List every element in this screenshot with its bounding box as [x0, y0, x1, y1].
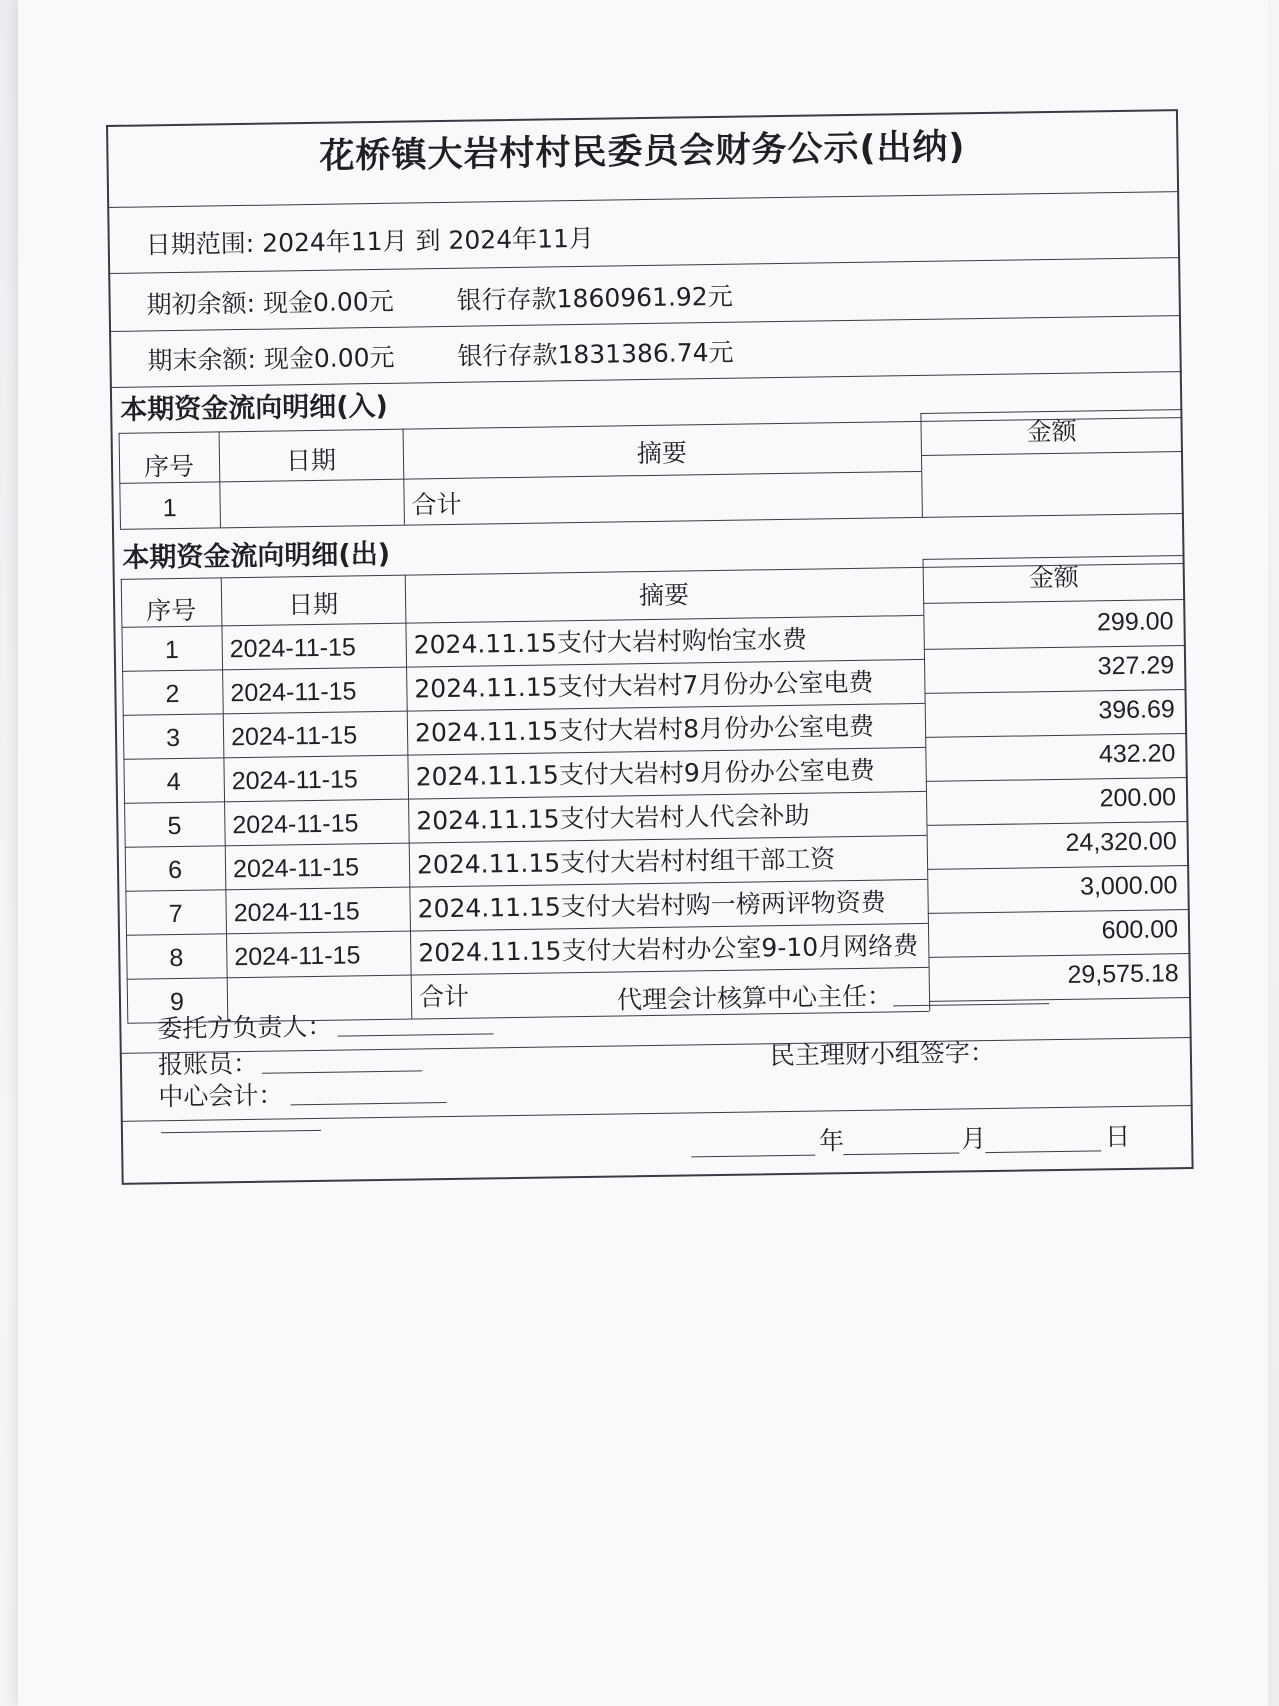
client-head-label: 委托方负责人： — [157, 1011, 333, 1044]
income-header-amount: 金额 — [1026, 416, 1077, 447]
expense-row-date: 2024-11-15 — [232, 809, 359, 840]
closing-cash: 现金0.00元 — [263, 342, 395, 374]
income-header-summary: 摘要 — [636, 438, 688, 469]
year-label: 年 — [818, 1126, 845, 1156]
closing-bank: 银行存款1831386.74元 — [457, 337, 734, 371]
finance-notice-form — [106, 109, 1213, 1275]
expense-row-summary: 2024.11.15支付大岩村7月份办公室电费 — [414, 667, 874, 704]
expense-row-date: 2024-11-15 — [230, 677, 357, 708]
opening-cash: 现金0.00元 — [262, 286, 394, 318]
opening-bank: 银行存款1860961.92元 — [456, 281, 733, 315]
expense-row-seq: 5 — [167, 811, 182, 841]
expense-row-date: 2024-11-15 — [232, 853, 360, 884]
income-section-title: 本期资金流向明细(入) — [120, 390, 389, 426]
expense-row-summary: 2024.11.15支付大岩村购一榜两评物资费 — [417, 887, 886, 924]
expense-row-summary: 2024.11.15支付大岩村9月份办公室电费 — [415, 755, 875, 792]
income-row-summary: 合计 — [411, 489, 462, 520]
expense-row-date: 2024-11-15 — [231, 765, 358, 796]
closing-balance-label: 期末余额: — [147, 344, 257, 376]
expense-row-summary: 2024.11.15支付大岩村村组干部工资 — [416, 844, 836, 880]
expense-row-amount: 396.69 — [1098, 695, 1175, 725]
date-range-to-word: 到 — [415, 226, 441, 256]
income-row-seq: 1 — [162, 493, 177, 523]
expense-row-amount: 29,575.18 — [1067, 959, 1179, 989]
expense-header-date: 日期 — [287, 589, 339, 620]
opening-balance-label: 期初余额: — [146, 288, 256, 320]
expense-row-amount: 432.20 — [1098, 739, 1176, 769]
opening-balance-row — [146, 286, 394, 320]
expense-row-amount: 299.00 — [1096, 607, 1174, 637]
expense-row-amount: 200.00 — [1099, 783, 1177, 813]
date-range-row — [145, 223, 595, 260]
expense-row-seq: 9 — [169, 987, 185, 1017]
expense-row-summary: 2024.11.15支付大岩村购怡宝水费 — [413, 624, 808, 660]
expense-row-seq: 7 — [168, 899, 183, 929]
date-range-to: 2024年11月 — [448, 223, 595, 255]
expense-row-amount: 327.29 — [1097, 651, 1175, 681]
expense-row-amount: 24,320.00 — [1065, 827, 1177, 857]
expense-header-summary: 摘要 — [638, 580, 690, 611]
expense-row-seq: 8 — [169, 943, 184, 973]
center-accountant-label: 中心会计： — [158, 1080, 284, 1112]
date-range-from: 2024年11月 — [261, 226, 408, 258]
expense-row-amount: 600.00 — [1101, 915, 1179, 945]
expense-row-seq: 6 — [167, 855, 183, 885]
expense-row-date: 2024-11-15 — [230, 721, 358, 752]
date-range-label: 日期范围: — [145, 228, 255, 260]
bookkeeper-label: 报账员： — [157, 1048, 259, 1080]
expense-row-seq: 3 — [165, 723, 181, 753]
expense-row-summary: 2024.11.15支付大岩村人代会补助 — [416, 800, 810, 836]
finance-group-label: 民主理财小组签字： — [769, 1037, 996, 1071]
paper-sheet — [18, 0, 1268, 1706]
closing-balance-row — [147, 342, 395, 376]
expense-row-amount: 3,000.00 — [1079, 871, 1178, 901]
expense-header-seq: 序号 — [145, 595, 197, 626]
income-header-seq: 序号 — [143, 451, 195, 482]
expense-row-summary: 合计 — [418, 981, 470, 1012]
expense-row-seq: 1 — [164, 635, 179, 665]
expense-row-seq: 2 — [165, 679, 180, 709]
expense-row-date: 2024-11-15 — [229, 633, 357, 664]
expense-header-amount: 金额 — [1028, 562, 1080, 593]
agency-director-label: 代理会计核算中心主任： — [616, 981, 893, 1015]
expense-row-date: 2024-11-15 — [233, 897, 360, 928]
month-label: 月 — [960, 1124, 987, 1154]
expense-section-title: 本期资金流向明细(出) — [122, 538, 391, 574]
form-title: 花桥镇大岩村村民委员会财务公示(出纳) — [319, 127, 966, 177]
expense-row-summary: 2024.11.15支付大岩村8月份办公室电费 — [414, 711, 875, 748]
income-header-date: 日期 — [285, 445, 337, 476]
expense-row-date: 2024-11-15 — [234, 941, 361, 972]
expense-row-summary: 2024.11.15支付大岩村办公室9-10月网络费 — [418, 931, 919, 968]
day-label: 日 — [1104, 1121, 1131, 1152]
expense-row-seq: 4 — [166, 767, 181, 797]
